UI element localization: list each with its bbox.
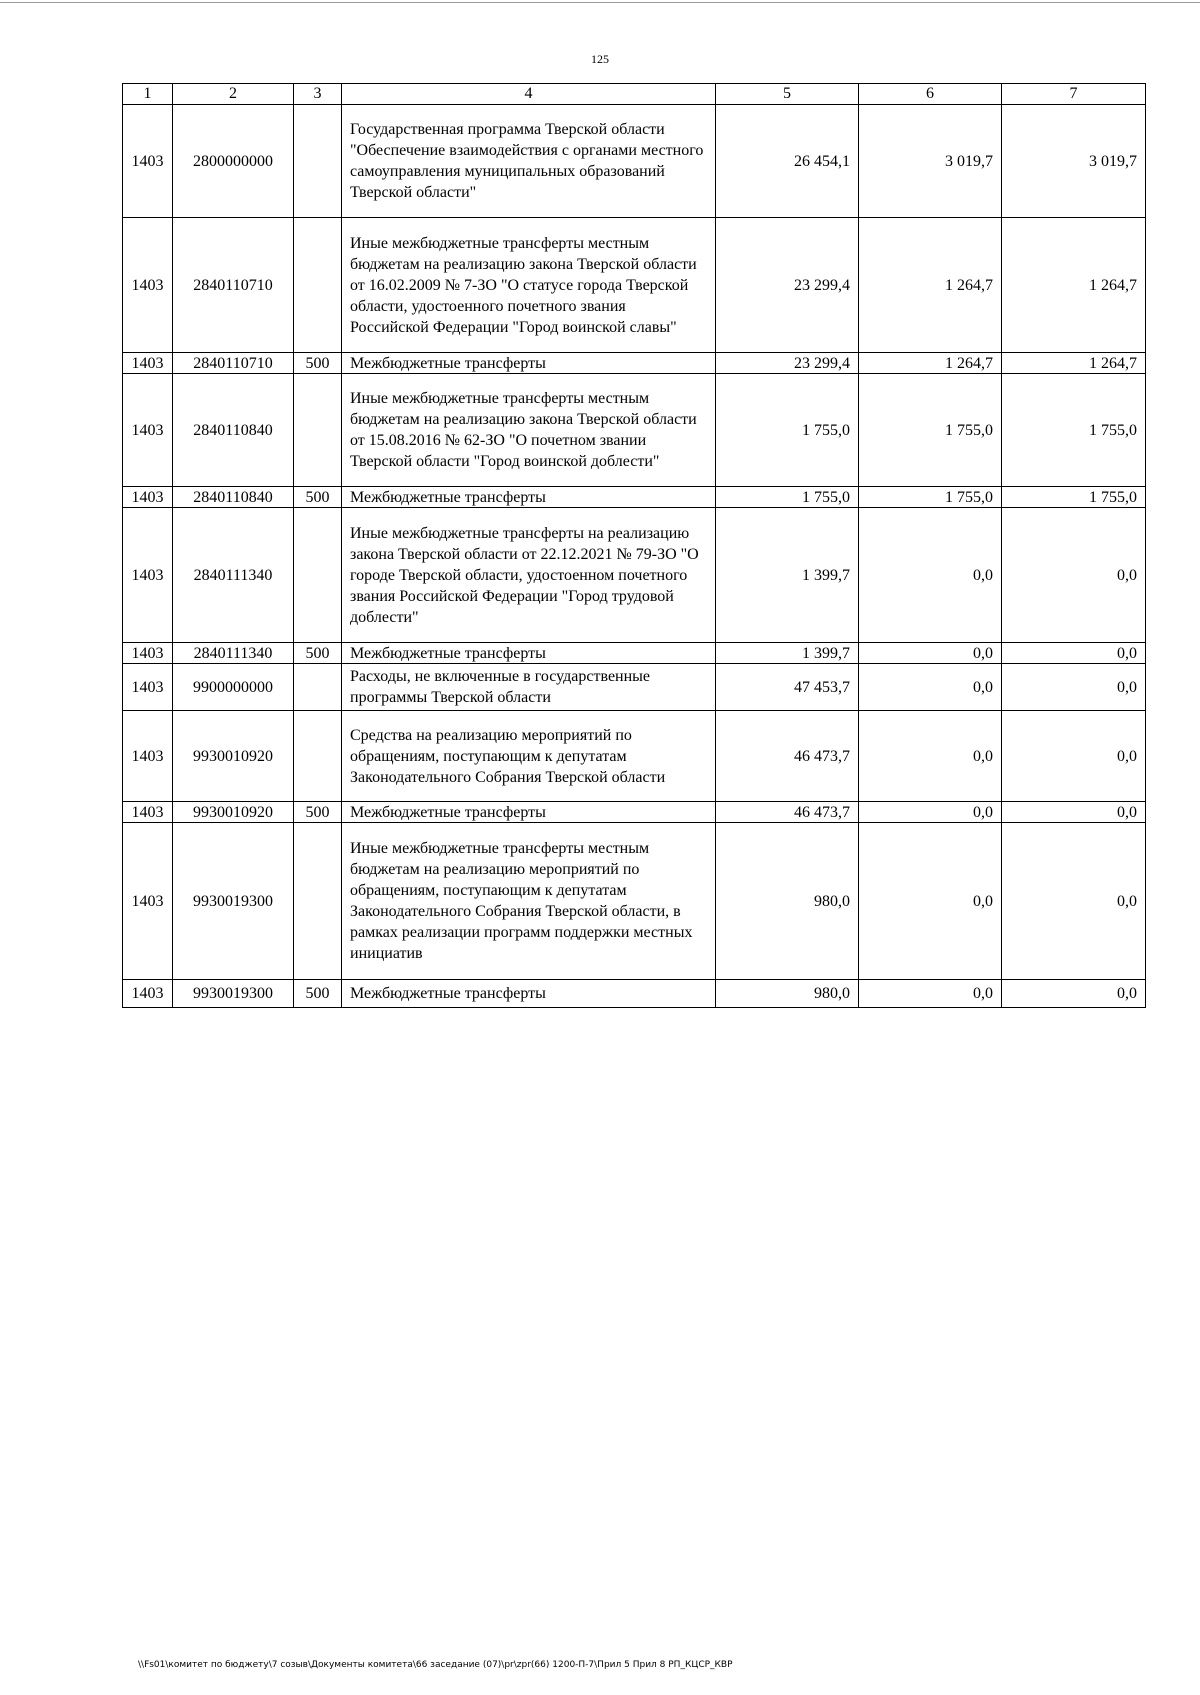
amount-col5-cell: 23 299,4 xyxy=(716,353,859,374)
target-item-code-cell: 9930010920 xyxy=(173,711,294,802)
expense-type-cell: 500 xyxy=(294,353,342,374)
table-row xyxy=(123,980,1146,1008)
expense-type-cell: 500 xyxy=(294,487,342,508)
table-row xyxy=(123,374,1146,487)
col-header-1: 1 xyxy=(123,84,173,105)
amount-col6-cell: 0,0 xyxy=(859,664,1002,711)
amount-col7-cell: 0,0 xyxy=(1002,980,1146,1008)
section-code-cell: 1403 xyxy=(123,487,173,508)
target-item-code-cell: 9930019300 xyxy=(173,980,294,1008)
description-cell: Иные межбюджетные трансферты местным бюджетам на реализацию закона Тверской области от 15.08.2016 № 62-ЗО "О почетном звании Тверской области "Город воинской доблести" xyxy=(342,374,716,487)
amount-col6-cell: 0,0 xyxy=(859,823,1002,980)
expense-type-cell: 500 xyxy=(294,643,342,664)
table-row xyxy=(123,508,1146,643)
amount-col7-cell: 0,0 xyxy=(1002,664,1146,711)
amount-col7-cell: 0,0 xyxy=(1002,711,1146,802)
description-cell: Государственная программа Тверской области "Обеспечение взаимодействия с органами местного самоуправления муниципальных образований Тверской области" xyxy=(342,105,716,218)
target-item-code-cell: 9900000000 xyxy=(173,664,294,711)
description-cell: Иные межбюджетные трансферты местным бюджетам на реализацию закона Тверской области от 16.02.2009 № 7-ЗО "О статусе города Тверской области, удостоенного почетного звания Российской Федерации "Город воинской славы" xyxy=(342,218,716,353)
section-code-cell: 1403 xyxy=(123,353,173,374)
amount-col6-cell: 0,0 xyxy=(859,508,1002,643)
col-header-6: 6 xyxy=(859,84,1002,105)
target-item-code-cell: 2800000000 xyxy=(173,105,294,218)
expense-type-cell xyxy=(294,711,342,802)
description-cell: Расходы, не включенные в государственные программы Тверской области xyxy=(342,664,716,711)
amount-col5-cell: 1 755,0 xyxy=(716,487,859,508)
amount-col7-cell: 0,0 xyxy=(1002,802,1146,823)
table-row xyxy=(123,664,1146,711)
target-item-code-cell: 2840110710 xyxy=(173,218,294,353)
amount-col6-cell: 1 264,7 xyxy=(859,218,1002,353)
header-row xyxy=(123,84,1146,105)
expense-type-cell xyxy=(294,105,342,218)
section-code-cell: 1403 xyxy=(123,508,173,643)
amount-col5-cell: 46 473,7 xyxy=(716,711,859,802)
expense-type-cell xyxy=(294,218,342,353)
expense-type-cell xyxy=(294,664,342,711)
col-header-3: 3 xyxy=(294,84,342,105)
amount-col6-cell: 0,0 xyxy=(859,980,1002,1008)
section-code-cell: 1403 xyxy=(123,374,173,487)
table-row xyxy=(123,218,1146,353)
expense-type-cell xyxy=(294,374,342,487)
section-code-cell: 1403 xyxy=(123,823,173,980)
expense-type-cell xyxy=(294,823,342,980)
table-row xyxy=(123,487,1146,508)
amount-col5-cell: 26 454,1 xyxy=(716,105,859,218)
table-row xyxy=(123,105,1146,218)
col-header-4: 4 xyxy=(342,84,716,105)
target-item-code-cell: 2840110840 xyxy=(173,487,294,508)
budget-table xyxy=(122,83,1146,1008)
amount-col5-cell: 1 755,0 xyxy=(716,374,859,487)
amount-col6-cell: 0,0 xyxy=(859,711,1002,802)
description-cell: Межбюджетные трансферты xyxy=(342,980,716,1008)
amount-col7-cell: 0,0 xyxy=(1002,823,1146,980)
table-row xyxy=(123,802,1146,823)
scan-edge-line xyxy=(0,2,1200,3)
target-item-code-cell: 2840111340 xyxy=(173,643,294,664)
amount-col7-cell: 0,0 xyxy=(1002,643,1146,664)
col-header-7: 7 xyxy=(1002,84,1146,105)
description-cell: Межбюджетные трансферты xyxy=(342,643,716,664)
amount-col7-cell: 1 264,7 xyxy=(1002,218,1146,353)
description-cell: Межбюджетные трансферты xyxy=(342,353,716,374)
amount-col7-cell: 1 755,0 xyxy=(1002,487,1146,508)
section-code-cell: 1403 xyxy=(123,643,173,664)
expense-type-cell xyxy=(294,508,342,643)
amount-col7-cell: 3 019,7 xyxy=(1002,105,1146,218)
footer-file-path: \\Fs01\комитет по бюджету\7 созыв\Документы комитета\66 заседание (07)\pr\zpr(66) 1200-П-7\Прил 5 Прил 8 РП_КЦСР_КВР xyxy=(138,1660,733,1670)
section-code-cell: 1403 xyxy=(123,105,173,218)
amount-col6-cell: 1 755,0 xyxy=(859,374,1002,487)
table-row xyxy=(123,353,1146,374)
amount-col5-cell: 23 299,4 xyxy=(716,218,859,353)
col-header-2: 2 xyxy=(173,84,294,105)
amount-col7-cell: 0,0 xyxy=(1002,508,1146,643)
page-number: 125 xyxy=(591,52,609,66)
amount-col5-cell: 980,0 xyxy=(716,823,859,980)
amount-col5-cell: 46 473,7 xyxy=(716,802,859,823)
amount-col7-cell: 1 755,0 xyxy=(1002,374,1146,487)
amount-col6-cell: 3 019,7 xyxy=(859,105,1002,218)
table-row xyxy=(123,643,1146,664)
expense-type-cell: 500 xyxy=(294,980,342,1008)
table-row xyxy=(123,823,1146,980)
description-cell: Межбюджетные трансферты xyxy=(342,487,716,508)
amount-col6-cell: 0,0 xyxy=(859,802,1002,823)
amount-col6-cell: 1 264,7 xyxy=(859,353,1002,374)
description-cell: Межбюджетные трансферты xyxy=(342,802,716,823)
description-cell: Иные межбюджетные трансферты местным бюджетам на реализацию мероприятий по обращениям, поступающим к депутатам Законодательного Собрания Тверской области, в рамках реализации программ поддержки местных инициатив xyxy=(342,823,716,980)
section-code-cell: 1403 xyxy=(123,711,173,802)
section-code-cell: 1403 xyxy=(123,664,173,711)
target-item-code-cell: 2840110840 xyxy=(173,374,294,487)
amount-col5-cell: 980,0 xyxy=(716,980,859,1008)
col-header-5: 5 xyxy=(716,84,859,105)
section-code-cell: 1403 xyxy=(123,802,173,823)
amount-col5-cell: 47 453,7 xyxy=(716,664,859,711)
target-item-code-cell: 2840111340 xyxy=(173,508,294,643)
amount-col7-cell: 1 264,7 xyxy=(1002,353,1146,374)
target-item-code-cell: 9930019300 xyxy=(173,823,294,980)
amount-col5-cell: 1 399,7 xyxy=(716,643,859,664)
amount-col6-cell: 0,0 xyxy=(859,643,1002,664)
section-code-cell: 1403 xyxy=(123,218,173,353)
amount-col6-cell: 1 755,0 xyxy=(859,487,1002,508)
target-item-code-cell: 9930010920 xyxy=(173,802,294,823)
section-code-cell: 1403 xyxy=(123,980,173,1008)
amount-col5-cell: 1 399,7 xyxy=(716,508,859,643)
target-item-code-cell: 2840110710 xyxy=(173,353,294,374)
table-row xyxy=(123,711,1146,802)
description-cell: Иные межбюджетные трансферты на реализацию закона Тверской области от 22.12.2021 № 79-ЗО "О городе Тверской области, удостоенном почетного звания Российской Федерации "Город трудовой доблести" xyxy=(342,508,716,643)
description-cell: Средства на реализацию мероприятий по обращениям, поступающим к депутатам Законодательного Собрания Тверской области xyxy=(342,711,716,802)
expense-type-cell: 500 xyxy=(294,802,342,823)
